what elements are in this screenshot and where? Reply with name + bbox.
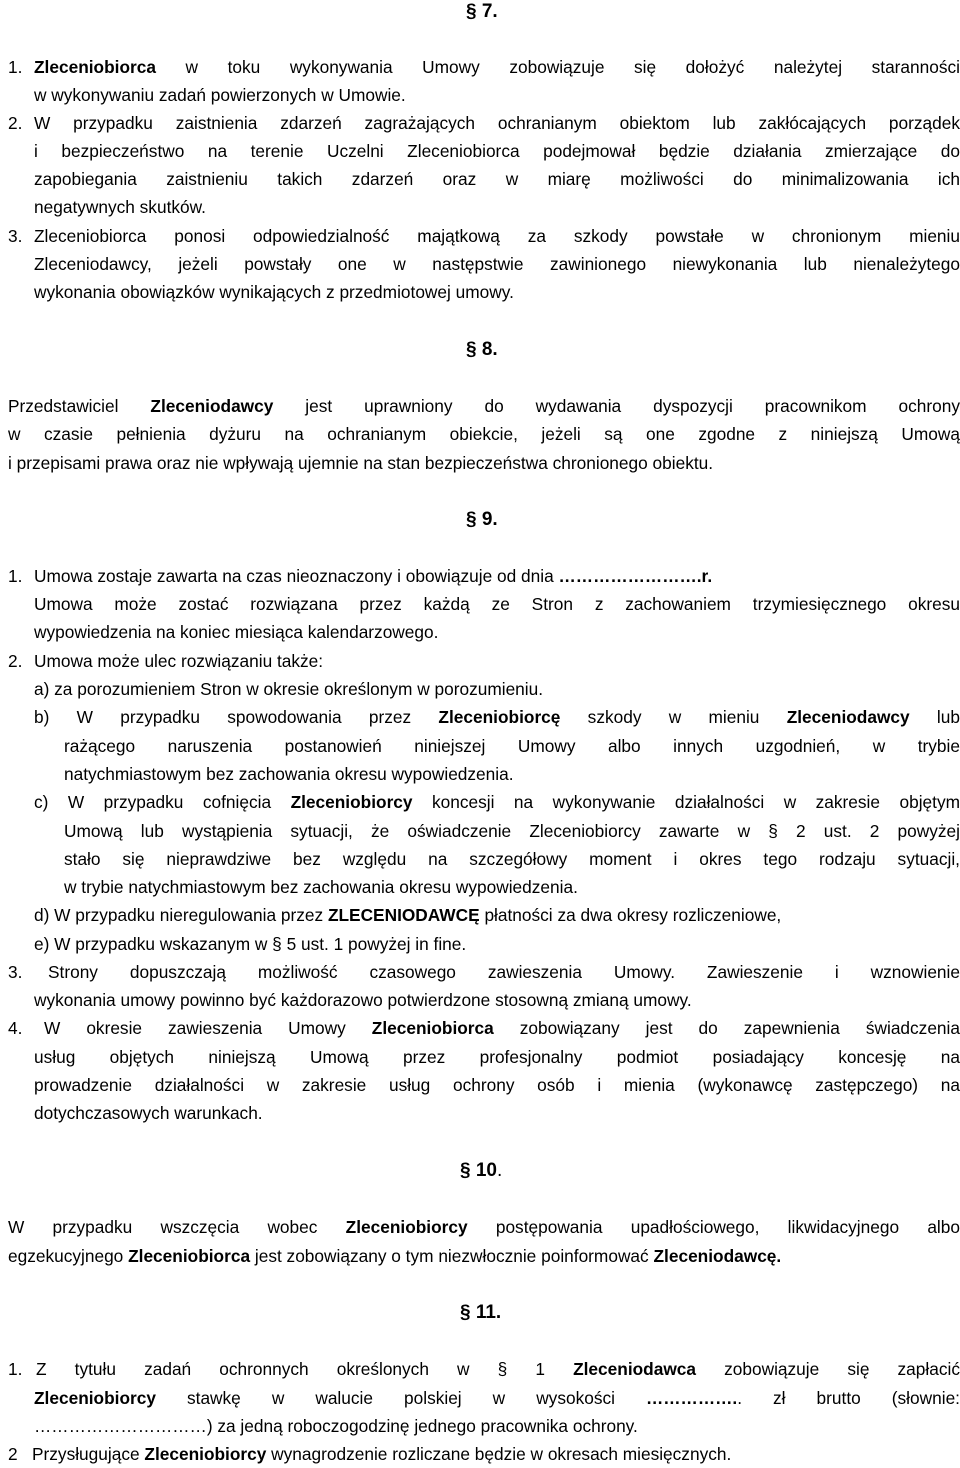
text: Zleceniobiorca ponosi odpowiedzialność majątkową za szkody powstałe w chronionym mieniu — [34, 226, 960, 246]
text: jest uprawniony do wydawania dyspozycji pracownikom ochrony — [273, 396, 960, 416]
party-name: Zleceniobiorcy — [144, 1444, 267, 1464]
list-number: 2. — [8, 651, 23, 671]
list-number: 1. — [8, 1359, 23, 1379]
list-number: 2. — [8, 113, 23, 133]
s9-item-d — [34, 901, 960, 929]
party-name: Zleceniobiorca — [371, 1018, 494, 1038]
party-name: Zleceniodawcy — [150, 396, 274, 416]
s9-p1-line2: Umowa może zostać rozwiązana przez każdą ze Stron z zachowaniem trzymiesięcznego okresu — [34, 594, 960, 614]
list-number: 1. — [8, 566, 23, 586]
date-blank: …………………….r. — [558, 566, 713, 586]
section-11-title: § 11. — [460, 1302, 502, 1323]
section-9-title: § 9. — [466, 509, 498, 530]
list-number: 1. — [8, 57, 23, 77]
s7-p2-line2: i bezpieczeństwo na terenie Uczelni Zleceniobiorca podejmował będzie działania zmierzające do — [34, 141, 960, 161]
text: lub — [909, 707, 960, 727]
text: W okresie zawieszenia Umowy — [44, 1018, 372, 1038]
party-name: Zleceniodawcy — [786, 707, 910, 727]
party-name: Zleceniodawca — [573, 1359, 697, 1379]
party-name: Zleceniobiorca — [34, 57, 156, 77]
party-name: ZLECENIODAWCĘ — [327, 905, 480, 925]
s10-line1 — [8, 1213, 960, 1241]
text: postępowania upadłościowego, likwidacyjnego albo — [467, 1217, 960, 1237]
text — [34, 562, 712, 590]
s7-p1-line2: w wykonywaniu zadań powierzonych w Umowie. — [34, 85, 406, 105]
text: wynagrodzenie rozliczane będzie w okresach miesięcznych. — [266, 1444, 732, 1464]
s9-p4-line2: usług objętych niniejszą Umową przez profesjonalny podmiot posiadający koncesję na — [34, 1047, 960, 1067]
text: . — [497, 1160, 503, 1181]
text: w toku wykonywania Umowy zobowiązuje się dołożyć należytej staranności — [155, 57, 960, 77]
party-name: Zleceniobiorcy — [290, 792, 413, 812]
amount-blank: ……………. — [645, 1388, 738, 1408]
text — [36, 1355, 960, 1383]
party-name: Zleceniobiorcę — [438, 707, 561, 727]
s9-p1-line3: wypowiedzenia na koniec miesiąca kalendarzowego. — [34, 622, 439, 642]
party-name: Zleceniobiorca — [128, 1246, 251, 1266]
text: zobowiązuje się zapłacić — [696, 1359, 960, 1379]
s7-p2-line4: negatywnych skutków. — [34, 197, 206, 217]
text — [32, 1440, 731, 1468]
s7-p1-text — [34, 53, 960, 81]
section-10-title — [460, 1157, 502, 1185]
text: d) W przypadku nieregulowania przez — [34, 905, 328, 925]
text: . zł brutto (słownie: — [737, 1388, 960, 1408]
list-number: 4. — [8, 1018, 23, 1038]
text: płatności za dwa okresy rozliczeniowe, — [479, 905, 782, 925]
list-number: 3. — [8, 962, 23, 982]
party-name: Zleceniobiorcy — [345, 1217, 468, 1237]
s9-item-b-line3: natychmiastowym bez zachowania okresu wypowiedzenia. — [64, 764, 514, 784]
s11-p1-line2 — [34, 1384, 960, 1412]
s9-p4-line4: dotychczasowych warunkach. — [34, 1103, 263, 1123]
s9-item-a: a) za porozumieniem Stron w okresie określonym w porozumieniu. — [34, 679, 544, 699]
text: W przypadku wszczęcia wobec — [8, 1217, 346, 1237]
text: koncesji na wykonywanie działalności w zakresie objętym — [412, 792, 960, 812]
text: c) W przypadku cofnięcia — [34, 792, 291, 812]
text: W przypadku zaistnienia zdarzeń zagrażających ochranianym obiektom lub zakłócających porządek — [34, 113, 960, 133]
s8-line1 — [8, 392, 960, 420]
section-7-title: § 7. — [466, 1, 498, 22]
party-name: Zleceniobiorcy — [34, 1388, 156, 1408]
s9-item-c-line3: stało się nieprawdziwe bez względu na szczegółowy moment i okres tego rodzaju sytuacji, — [64, 849, 960, 869]
s9-item-c-line4: w trybie natychmiastowym bez zachowania okresu wypowiedzenia. — [64, 877, 578, 897]
s8-line3: i przepisami prawa oraz nie wpływają ujemnie na stan bezpieczeństwa chronionego obiektu. — [8, 453, 714, 473]
text: Umowa może ulec rozwiązaniu także: — [34, 651, 324, 671]
text: egzekucyjnego — [8, 1246, 129, 1266]
section-8-title: § 8. — [466, 339, 498, 360]
s9-item-e: e) W przypadku wskazanym w § 5 ust. 1 powyżej in fine. — [34, 934, 467, 954]
text: Przedstawiciel — [8, 396, 151, 416]
text: stawkę w walucie polskiej w wysokości — [155, 1388, 646, 1408]
s11-p1-line3: …………………………) za jedną roboczogodzinę jednego pracownika ochrony. — [34, 1416, 638, 1436]
s7-p2-line3: zapobiegania zaistnieniu takich zdarzeń oraz w miarę możliwości do minimalizowania ich — [34, 169, 960, 189]
text — [44, 1014, 960, 1042]
text: 10 — [475, 1160, 497, 1181]
list-number: 3. — [8, 226, 23, 246]
text: zobowiązany jest do zapewnienia świadczenia — [493, 1018, 960, 1038]
text: b) W przypadku spowodowania przez — [34, 707, 439, 727]
text: § — [460, 1160, 476, 1181]
s7-p3-line2: Zleceniodawcy, jeżeli powstały one w następstwie zawinionego niewykonania lub nienależytego — [34, 254, 960, 274]
list-number: 2 — [8, 1444, 18, 1464]
s9-item-b-line2: rażącego naruszenia postanowień niniejszej Umowy albo innych uzgodnień, w trybie — [64, 736, 960, 756]
s9-item-c-line2: Umową lub wystąpienia sytuacji, że oświadczenie Zleceniobiorcy zawarte w § 2 ust. 2 powyżej — [64, 821, 960, 841]
text: Z tytułu zadań ochronnych określonych w § 1 — [36, 1359, 574, 1379]
text: Przysługujące — [32, 1444, 145, 1464]
s10-line2 — [8, 1242, 960, 1270]
s9-item-b-line1 — [34, 703, 960, 731]
text: szkody w mieniu — [560, 707, 787, 727]
s9-item-c-line1 — [34, 788, 960, 816]
party-name: Zleceniodawcę. — [653, 1246, 782, 1266]
s8-line2: w czasie pełnienia dyżuru na ochranianym obiekcie, jeżeli są one zgodne z niniejszą Umową — [8, 424, 960, 444]
text: Umowa zostaje zawarta na czas nieoznaczony i obowiązuje od dnia — [34, 566, 559, 586]
s9-p3-line2: wykonania umowy powinno być każdorazowo potwierdzone stosowną zmianą umowy. — [34, 990, 692, 1010]
s7-p3-line3: wykonania obowiązków wynikających z przedmiotowej umowy. — [34, 282, 514, 302]
text: jest zobowiązany o tym niezwłocznie poinformować — [250, 1246, 654, 1266]
s9-p4-line3: prowadzenie działalności w zakresie usług ochrony osób i mienia (wykonawcę zastępczego) na — [34, 1075, 960, 1095]
text: Strony dopuszczają możliwość czasowego zawieszenia Umowy. Zawieszenie i wznowienie — [48, 962, 960, 982]
